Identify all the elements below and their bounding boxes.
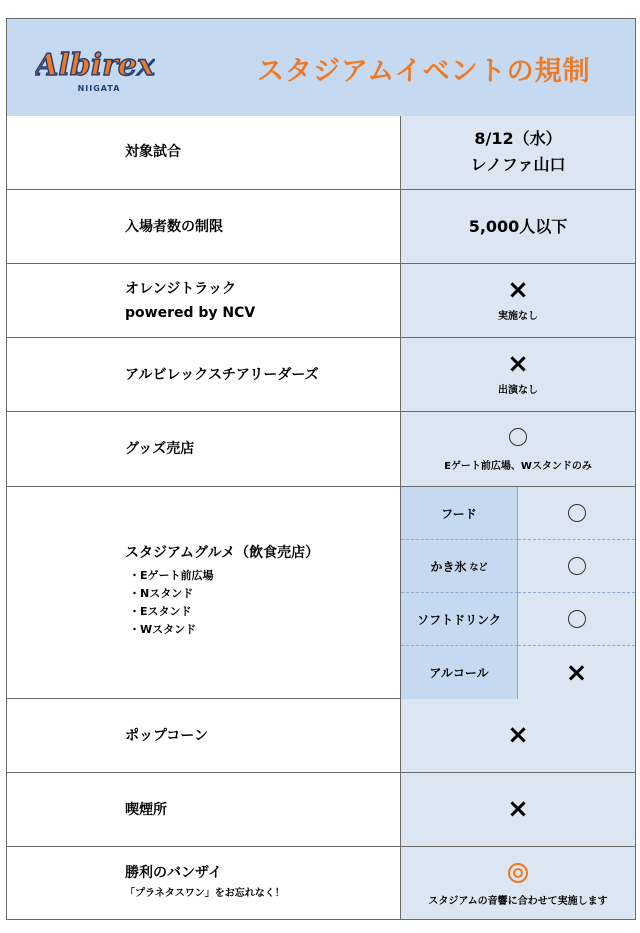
circle-icon [509,428,527,446]
gourmet-item-soft-drink: ソフトドリンク [401,593,518,646]
circle-icon [568,557,586,575]
cross-icon: × [507,720,529,750]
row-popcorn [7,699,635,773]
svg-text:NIIGATA: NIIGATA [77,84,121,93]
label-orange-track-sponsor: powered by NCV [125,305,256,321]
double-circle-icon [508,863,528,883]
row-cheerleaders [7,338,635,412]
row-smoking [7,773,635,847]
gourmet-item-food: フード [401,487,518,540]
location-item: ・Eスタンド [129,605,192,618]
cross-icon: × [565,657,588,688]
location-item: ・Nスタンド [129,587,194,600]
goods-note: Eゲート前広場、Wスタンドのみ [444,461,592,472]
banzai-sub: 「プラネタスワン」をお忘れなく！ [125,888,285,899]
label-cheerleaders: アルビレックスチアリーダーズ [125,367,319,383]
capacity-value: 5,000人以下 [468,217,568,236]
gourmet-item-alcohol: アルコール [401,646,518,699]
label-popcorn: ポップコーン [125,728,209,744]
row-banzai [7,847,635,919]
label-goods: グッズ売店 [125,441,195,457]
orange-track-note: 実施なし [498,311,538,322]
location-item: ・Eゲート前広場 [129,569,214,582]
regulation-table [6,18,636,920]
row-orange-track [7,264,635,338]
label-banzai: 勝利のバンザイ [125,865,223,881]
circle-icon [568,504,586,522]
cross-icon: × [507,794,529,824]
cross-icon: × [507,349,529,379]
match-opponent: レノファ山口 [470,155,566,174]
banzai-note: スタジアムの音響に合わせて実施します [428,896,608,907]
label-orange-track: オレンジトラック [125,281,237,297]
row-goods [7,412,635,487]
cheerleaders-note: 出演なし [498,385,538,396]
albirex-niigata-logo [35,39,155,99]
circle-icon [568,610,586,628]
label-smoking: 喫煙所 [125,802,167,818]
header [7,19,635,117]
location-item: ・Wスタンド [129,623,197,636]
cross-icon: × [507,275,529,305]
row-match [7,116,635,190]
match-date: 8/12（水） [474,129,562,148]
row-gourmet [7,487,635,699]
gourmet-item-shaved-ice: かき氷 など [401,540,518,593]
label-match: 対象試合 [125,144,181,160]
row-capacity [7,190,635,264]
label-capacity: 入場者数の制限 [125,219,223,235]
label-gourmet: スタジアムグルメ（飲食売店） [125,545,320,561]
svg-text:Albirex: Albirex [35,48,155,83]
page-title: スタジアムイベントの規制 [257,56,591,87]
